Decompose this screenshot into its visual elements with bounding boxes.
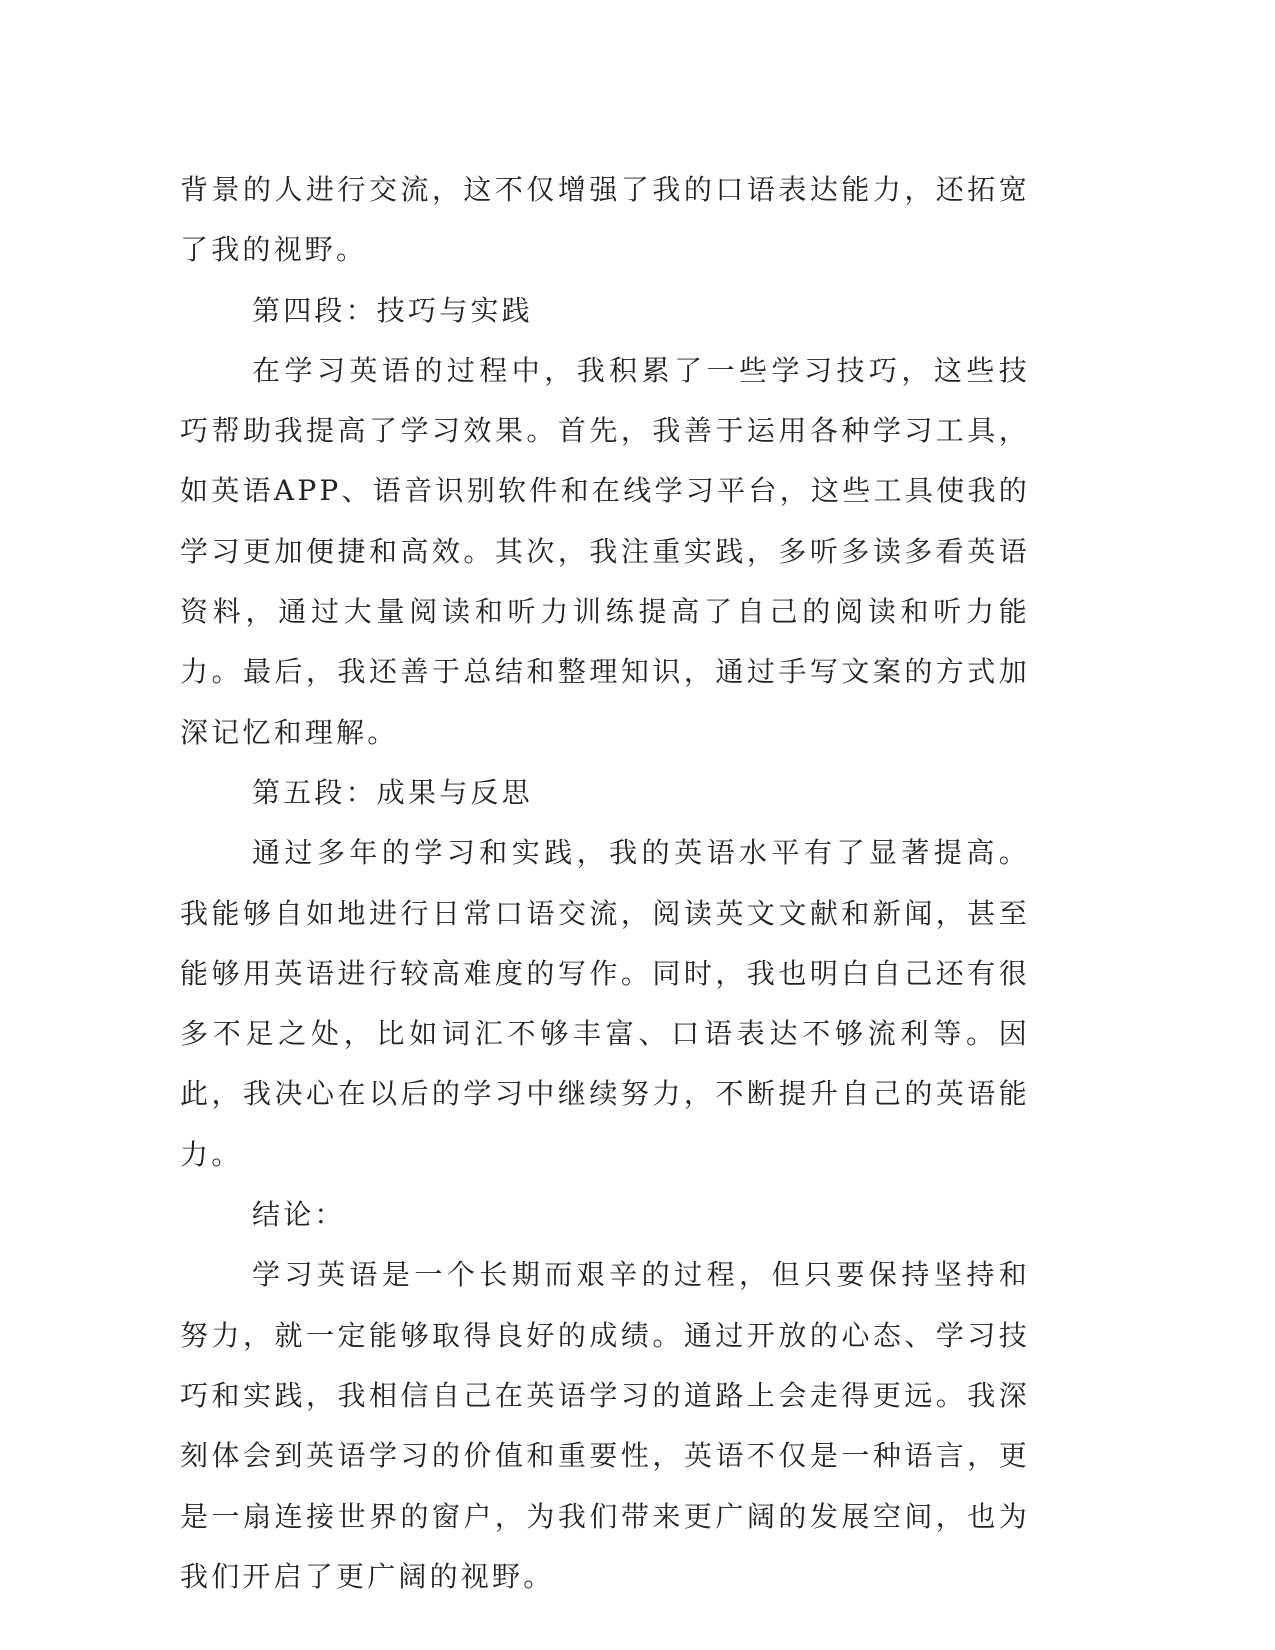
section-heading-4: 第四段：技巧与实践	[252, 293, 533, 327]
paragraph-continued: 背景的人进行交流，这不仅增强了我的口语表达能力，还拓宽了我的视野。	[180, 173, 1030, 267]
conclusion-heading: 结论：	[252, 1198, 346, 1232]
paragraph-conclusion: 学习英语是一个长期而艰辛的过程，但只要保持坚持和努力，就一定能够取得良好的成绩。通过开放的心态、学习技巧和实践，我相信自己在英语学习的道路上会走得更远。我深刻体会到英语学习的价值和重要性，英语不仅是一种语言，更是一扇连接世界的窗户，为我们带来更广阔的发展空间，也为我们开启了更广阔的视野。	[180, 1258, 1030, 1593]
paragraph-techniques: 在学习英语的过程中，我积累了一些学习技巧，这些技巧帮助我提高了学习效果。首先，我善于运用各种学习工具，如英语APP、语音识别软件和在线学习平台，这些工具使我的学习更加便捷和高效。其次，我注重实践，多听多读多看英语资料，通过大量阅读和听力训练提高了自己的阅读和听力能力。最后，我还善于总结和整理知识，通过手写文案的方式加深记忆和理解。	[180, 353, 1030, 749]
paragraph-results: 通过多年的学习和实践，我的英语水平有了显著提高。我能够自如地进行日常口语交流，阅读英文文献和新闻，甚至能够用英语进行较高难度的写作。同时，我也明白自己还有很多不足之处，比如词汇不够丰富、口语表达不够流利等。因此，我决心在以后的学习中继续努力，不断提升自己的英语能力。	[180, 836, 1030, 1171]
section-heading-5: 第五段：成果与反思	[252, 775, 533, 809]
document-body	[180, 160, 1030, 1607]
